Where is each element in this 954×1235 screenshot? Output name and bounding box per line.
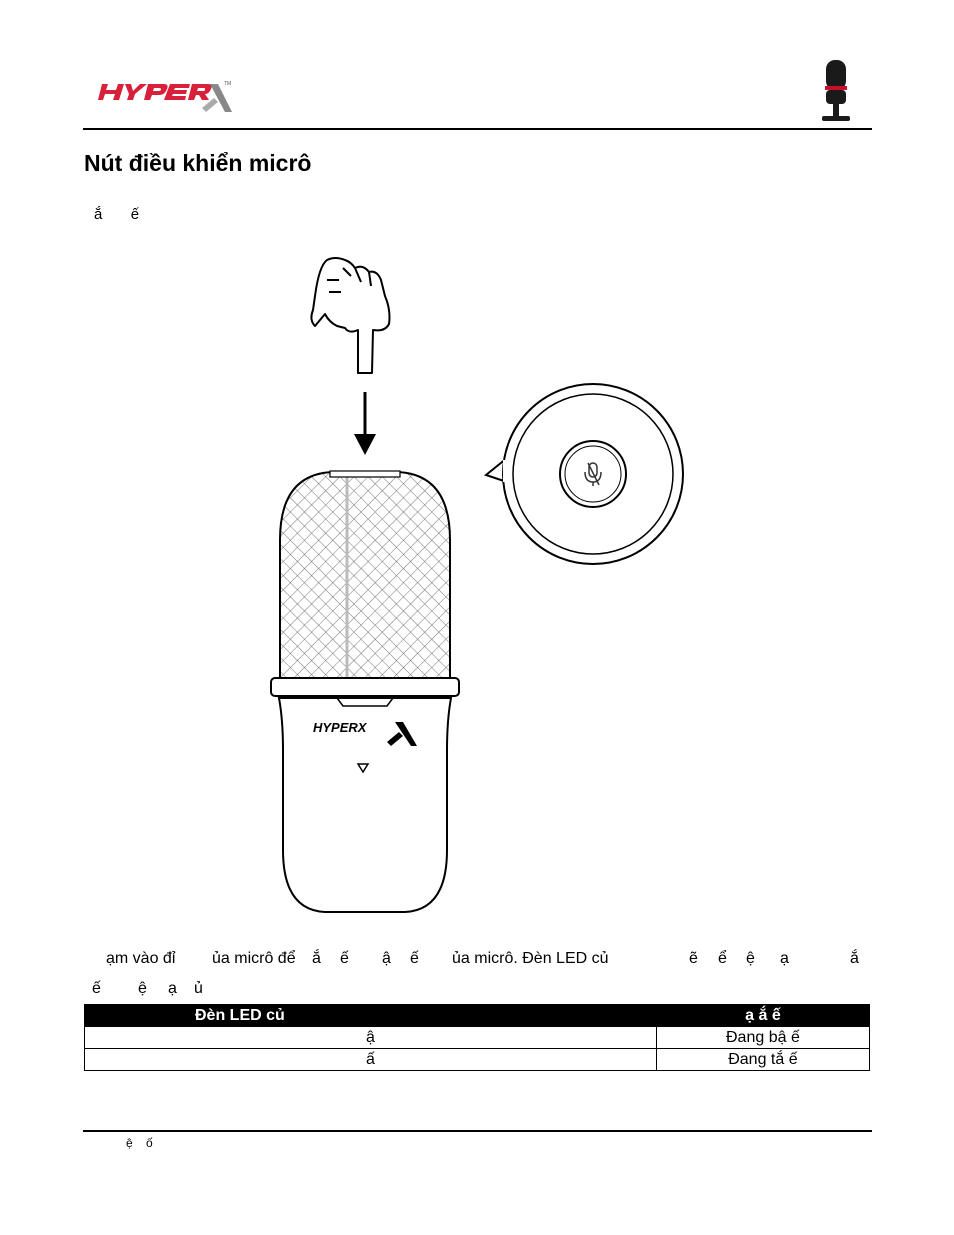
led-status-table bbox=[84, 1004, 870, 1071]
table-cell: Đang bậ ế bbox=[656, 1027, 869, 1049]
para-seg: ẽ bbox=[689, 950, 698, 967]
para-seg: ậ bbox=[382, 950, 391, 967]
header-rule bbox=[83, 128, 872, 130]
para-seg: ắ bbox=[850, 950, 859, 967]
table-cell: ấ bbox=[85, 1049, 657, 1071]
instruction-subline bbox=[94, 206, 139, 223]
table-row bbox=[85, 1049, 870, 1071]
table-cell: Đang tắ ế bbox=[656, 1049, 869, 1071]
subline-part-1: ắ bbox=[94, 206, 103, 223]
svg-text:HYPERX: HYPERX bbox=[313, 720, 367, 735]
table-row bbox=[85, 1027, 870, 1049]
column-header-led: Đèn LED củ bbox=[85, 1005, 657, 1027]
svg-text:TM: TM bbox=[224, 81, 232, 87]
para-seg: ế bbox=[92, 980, 101, 997]
mic-control-illustration bbox=[255, 250, 695, 920]
table-cell: ậ bbox=[85, 1027, 657, 1049]
column-header-status: ạ ắ ế bbox=[656, 1005, 869, 1027]
para-seg: ệ bbox=[138, 980, 147, 997]
page-title: Nút điều khiển micrô bbox=[84, 150, 312, 176]
para-seg: ủa micrô để bbox=[212, 950, 296, 967]
pointing-hand-icon bbox=[311, 258, 389, 373]
para-seg: ắ bbox=[312, 950, 321, 967]
para-seg: ạm vào đỉ bbox=[106, 950, 176, 967]
footer-text: ệ ố bbox=[126, 1136, 153, 1150]
table-header-row bbox=[85, 1005, 870, 1027]
down-arrow-icon bbox=[354, 392, 376, 455]
para-seg: ủa micrô. Đèn LED củ bbox=[452, 950, 609, 967]
subline-part-2: ế bbox=[130, 206, 140, 223]
microphone-grille bbox=[280, 471, 450, 680]
para-seg: ủ bbox=[194, 980, 203, 997]
microphone-icon bbox=[818, 58, 854, 124]
para-seg: ệ bbox=[746, 950, 755, 967]
para-seg: ạ bbox=[780, 950, 789, 967]
para-seg: ể bbox=[718, 950, 727, 967]
para-seg: ạ bbox=[168, 980, 177, 997]
hyperx-logo bbox=[98, 76, 234, 118]
para-seg: ế bbox=[410, 950, 419, 967]
footer-rule bbox=[83, 1130, 872, 1132]
para-seg: ế bbox=[340, 950, 349, 967]
microphone-band bbox=[271, 678, 459, 696]
